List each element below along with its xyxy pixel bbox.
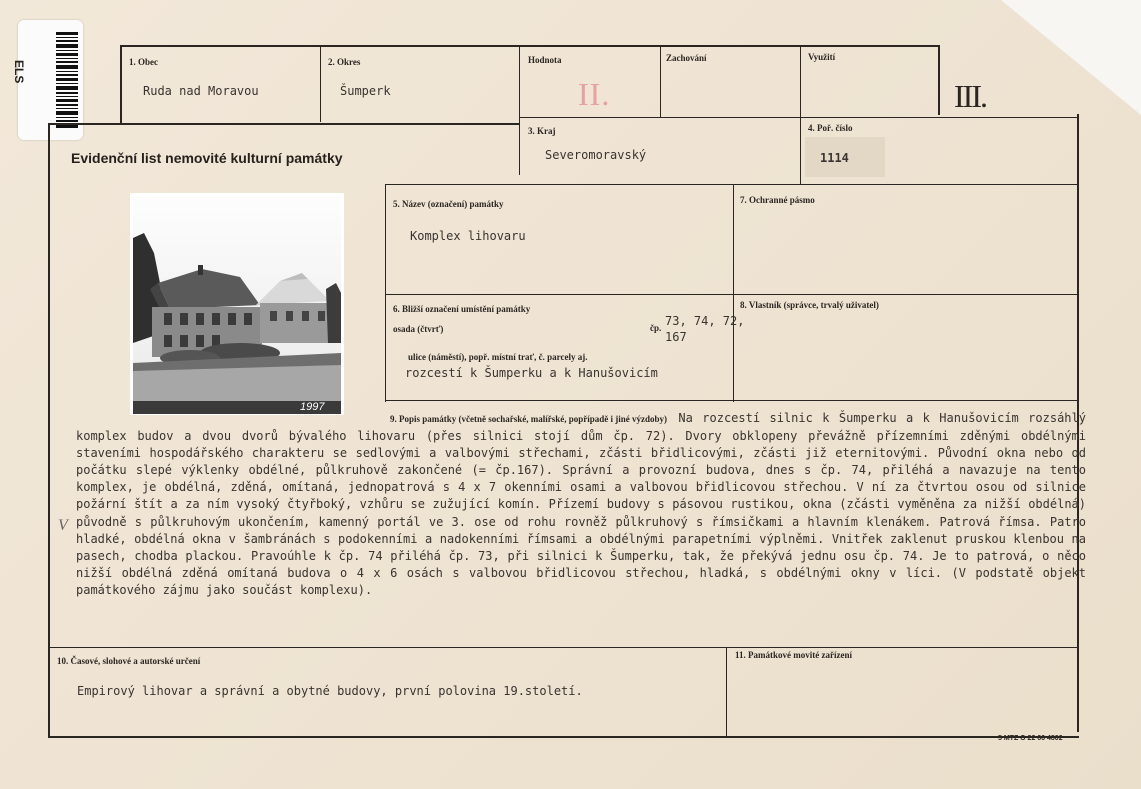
photo-image (130, 193, 344, 415)
casove-urceni-label: 10. Časové, slohové a autorské určení (57, 656, 201, 666)
ulice-label: ulice (náměstí), popř. místní trať, č. parcely aj. (408, 352, 588, 362)
frame-line (800, 45, 801, 185)
cp-value: 73, 74, 72, (665, 314, 745, 328)
form-title: Evidenční list nemovité kulturní památky (71, 150, 343, 166)
vyuziti-value: III. (954, 78, 986, 114)
barcode-label: ELS (12, 60, 26, 84)
frame-line (385, 184, 386, 402)
print-code: 5 MTZ O 22 66 4802 (998, 735, 1063, 742)
frame-line (385, 184, 1079, 185)
umisteni-label: 6. Bližší označení umístění památky (393, 304, 531, 314)
frame-line (48, 647, 1079, 648)
hodnota-value: II. (578, 76, 611, 112)
frame-line (120, 45, 940, 47)
okres-label: 2. Okres (328, 57, 361, 67)
casove-urceni-value: Empirový lihovar a správní a obytné budovy, první polovina 19.století. (77, 684, 583, 698)
vyuziti-label: Využití (808, 52, 836, 62)
frame-line (48, 123, 520, 125)
ochranne-pasmo-label: 7. Ochranné pásmo (740, 195, 815, 205)
frame-line (120, 45, 122, 125)
barcode-icon (56, 32, 78, 128)
kraj-label: 3. Kraj (528, 126, 556, 136)
torn-corner (1001, 0, 1141, 115)
obec-label: 1. Obec (129, 57, 158, 67)
ulice-value: rozcestí k Šumperku a k Hanušovicím (405, 366, 658, 380)
okres-value: Šumperk (340, 84, 391, 98)
frame-line (320, 45, 321, 122)
nazev-value: Komplex lihovaru (410, 229, 526, 243)
popis-label: 9. Popis památky (včetně sochařské, malířské, popřípadě i jiné výzdoby) (390, 414, 668, 424)
frame-line (48, 123, 50, 738)
barcode-sticker (12, 20, 83, 140)
photo-number: 1997 (300, 401, 325, 413)
frame-line (519, 45, 520, 175)
por-cislo-label: 4. Poř. číslo (808, 123, 853, 133)
frame-line (660, 45, 661, 118)
vlastnik-label: 8. Vlastník (správce, trvalý uživatel) (740, 300, 879, 310)
por-cislo-value: 1114 (820, 151, 849, 165)
cp-label: čp. (650, 323, 662, 333)
building-photo (130, 193, 344, 415)
obec-value: Ruda nad Moravou (143, 84, 259, 98)
popis-text: Na rozcestí silnic k Šumperku a k Hanušovicím rozsáhlý komplex budov a dvou dvorů bývalého lihovaru (přes silnici stojí dům čp. 72). Dvory obklopeny převážně přízemními zděnými obdélnými staveními hospodářského charakteru se sedlovými a valbovými střechami, zčásti břidlicovými, zčásti již eternitovými. Původní okna nebo od počátku slepé výklenky obdélné, půlkruhově zakončené (= čp.167). Správní a provozní budova, dnes s čp. 74, přiléhá a navazuje na tento komplex, je obdélná, zděná, omítaná, jednopatrová s 4 x 7 okenními osami a valbovou břidlicovou střechou. V ní za čtvrtou osou od silnice požární štít a za ním vysoký čtyřboký, vzhůru se zužující komín. Přízemí budovy s pásovou rustikou, okna (zčásti vyměněna za nižší obdélná) původně s půlkruhovým ukončením, kamenný portál ve 3. ose od rohu rovněž půlkruhový s římsičkami a hlavním klenákem. Patrová římsa. Patro hladké, obdélná okna v šambránách s podokenními a nadokenními římsami a obdélnými parapetními výplněmi. Vnitřek zaklenut pruskou klenbou na pasech, chodba plackou. Pravoúhle k čp. 74 přiléhá čp. 73, při silnici k Šumperku, tak, že překývá jednu osu čp. 74. Je to patrová, o něco nižší obdélná zděná omítaná budova o 4 x 6 osách s valbovou břidlicovou střechou, hladká, s obdélnými okny v líci. (V podstatě objekt památkového zájmu jako součást komplexu). (76, 411, 1086, 597)
nazev-label: 5. Název (označení) památky (393, 199, 504, 209)
kraj-value: Severomoravský (545, 148, 647, 162)
zachovani-label: Zachování (666, 53, 707, 63)
frame-line (519, 117, 1079, 118)
popis-block (76, 410, 1086, 599)
frame-line (48, 736, 1079, 738)
margin-check-mark: V (58, 517, 68, 534)
movita-zarizeni-label: 11. Památkové movité zařízení (735, 650, 852, 660)
frame-line (385, 294, 1079, 295)
frame-line (733, 184, 734, 402)
frame-line (938, 45, 940, 115)
hodnota-label: Hodnota (528, 55, 562, 65)
frame-line (726, 647, 727, 737)
osada-label: osada (čtvrť) (393, 324, 444, 334)
cp-value-2: 167 (665, 330, 687, 344)
frame-line (385, 400, 1079, 401)
